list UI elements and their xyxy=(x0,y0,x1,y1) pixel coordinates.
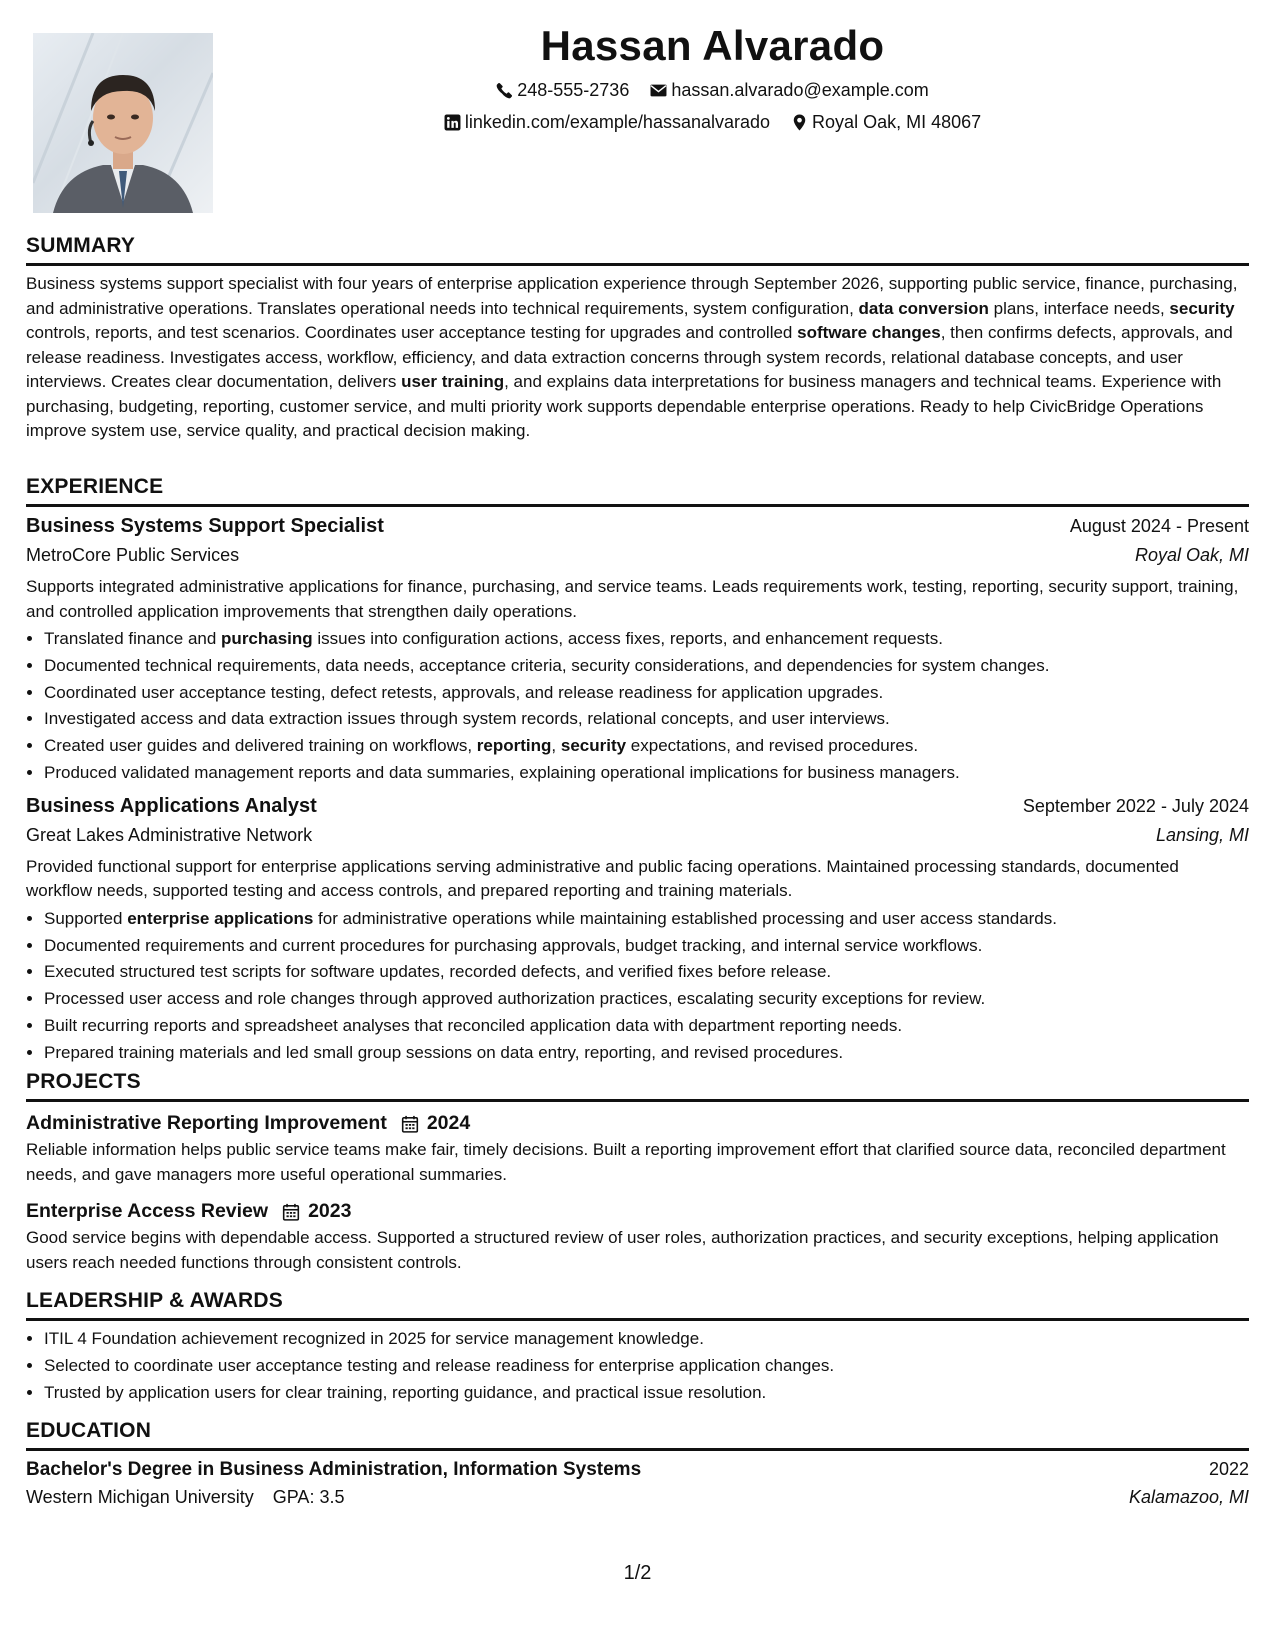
summary-text: Business systems support specialist with four years of enterprise application experience through September 2026, supporting public service, finance, purchasing, and administrative operations. Translates operational needs into technical requirements, system configuration, data conversion plans, interface needs, security controls, reports, and test scenarios. Coordinates user acceptance testing for upgrades and controlled software changes, then confirms defects, approvals, and release readiness. Investigates access, workflow, efficiency, and data extraction concerns through system records, relational database concepts, and user interviews. Creates clear documentation, delivers user training, and explains data interpretations for business managers and technical teams. Experience with purchasing, budgeting, reporting, customer service, and multi priority work supports dependable enterprise operations. Ready to help CivicBridge Operations improve system use, service quality, and practical decision making. xyxy=(26,274,1238,440)
project-name: Administrative Reporting Improvement xyxy=(26,1112,387,1134)
profile-photo xyxy=(33,33,213,213)
bullet-item: • Documented technical requirements, data needs, acceptance criteria, security considerations, and dependencies for system changes. xyxy=(44,653,1249,680)
job-title: Business Systems Support Specialist xyxy=(26,515,384,537)
bullet-item: • Produced validated management reports and data summaries, explaining operational implications for business managers. xyxy=(44,760,1249,787)
project-description: Good service begins with dependable access. Supported a structured review of user roles, authorization practices, and security exceptions, helping application users reach needed functions through consistent controls. xyxy=(26,1228,1219,1272)
bullet-item: • Prepared training materials and led small group sessions on data entry, reporting, and revised procedures. xyxy=(44,1040,1249,1067)
project-entry xyxy=(26,1200,1249,1275)
contact-line-primary xyxy=(230,80,1195,104)
education-section xyxy=(26,1419,1249,1508)
project-entry xyxy=(26,1112,1249,1187)
emphasis-text: data conversion xyxy=(858,298,989,318)
leadership-section xyxy=(26,1289,1249,1406)
emphasis-text: security xyxy=(1169,298,1235,318)
bullet-item: • Created user guides and delivered training on workflows, reporting, security expectations, and revised procedures. xyxy=(44,733,1249,760)
emphasis-text: reporting xyxy=(476,736,552,756)
email-contact[interactable] xyxy=(650,80,928,101)
leadership-item: • Trusted by application users for clear training, reporting guidance, and practical issue resolution. xyxy=(44,1380,1249,1407)
bullet-item: • Coordinated user acceptance testing, defect retests, approvals, and release readiness for application upgrades. xyxy=(44,680,1249,707)
education-degree: Bachelor's Degree in Business Administration, Information Systems xyxy=(26,1459,642,1480)
leadership-item: • Selected to coordinate user acceptance testing and release readiness for enterprise application changes. xyxy=(44,1353,1249,1380)
phone-number: 248-555-2736 xyxy=(517,80,630,100)
page-number: 1/2 xyxy=(623,1562,652,1584)
bullet-item: • Processed user access and role changes through approved authorization practices, escalating security exceptions for review. xyxy=(44,986,1249,1013)
experience-section xyxy=(26,475,1249,1067)
project-year: 2024 xyxy=(426,1112,471,1134)
linkedin-icon xyxy=(444,114,461,131)
summary-heading: SUMMARY xyxy=(26,234,1249,266)
calendar-icon xyxy=(282,1203,300,1221)
bullet-item: • Built recurring reports and spreadsheet analyses that reconciled application data with department reporting needs. xyxy=(44,1013,1249,1040)
emphasis-text: security xyxy=(560,736,627,756)
calendar-icon xyxy=(401,1115,419,1133)
bullet-item: • Supported enterprise applications for administrative operations while maintaining established processing and user access standards. xyxy=(44,906,1249,933)
phone-contact[interactable] xyxy=(496,80,629,101)
project-name: Enterprise Access Review xyxy=(26,1200,269,1222)
job-entry xyxy=(26,515,1249,787)
job-bullets xyxy=(26,626,1249,787)
bullet-item: • Documented requirements and current procedures for purchasing approvals, budget tracking, and internal service workflows. xyxy=(44,933,1249,960)
emphasis-text: purchasing xyxy=(221,629,313,648)
job-description: Provided functional support for enterprise applications serving administrative and public facing operations. Maintained processing standards, documented workflow needs, supported testing and access controls, and prepared reporting and training materials. xyxy=(26,856,1179,901)
map-pin-icon xyxy=(791,114,808,131)
job-location: Royal Oak, MI xyxy=(1134,545,1249,565)
job-title: Business Applications Analyst xyxy=(26,794,317,817)
job-location: Lansing, MI xyxy=(1155,824,1249,845)
leadership-list xyxy=(26,1326,1249,1406)
bullet-item: • Translated finance and purchasing issues into configuration actions, access fixes, reports, and enhancement requests. xyxy=(44,626,1249,653)
job-dates: September 2022 - July 2024 xyxy=(1022,795,1249,816)
job-bullets xyxy=(26,906,1249,1067)
education-gpa: GPA: 3.5 xyxy=(272,1487,345,1507)
bullet-item: • Investigated access and data extraction issues through system records, relational concepts, and user interviews. xyxy=(44,706,1249,733)
linkedin-url: linkedin.com/example/hassanalvarado xyxy=(464,112,771,132)
emphasis-text: software changes xyxy=(797,323,941,342)
job-description: Supports integrated administrative applications for finance, purchasing, and service teams. Leads requirements work, testing, reporting, security support, training, and controlled application improvements that strengthen daily operations. xyxy=(26,577,1239,621)
envelope-icon xyxy=(650,82,667,99)
leadership-heading: LEADERSHIP & AWARDS xyxy=(26,1289,1249,1321)
projects-heading: PROJECTS xyxy=(26,1070,1249,1102)
education-year: 2022 xyxy=(1208,1459,1249,1479)
summary-section xyxy=(26,234,1249,444)
candidate-name: Hassan Alvarado xyxy=(540,22,885,69)
emphasis-text: user training xyxy=(401,372,505,391)
contact-line-secondary xyxy=(230,112,1195,136)
location-text: Royal Oak, MI 48067 xyxy=(812,112,982,132)
phone-icon xyxy=(496,82,513,99)
project-description: Reliable information helps public service teams make fair, timely decisions. Built a reporting improvement effort that clarified source data, reconciled department needs, and gave managers more useful operational summaries. xyxy=(26,1140,1226,1184)
education-location: Kalamazoo, MI xyxy=(1128,1487,1249,1507)
leadership-item: • ITIL 4 Foundation achievement recognized in 2025 for service management knowledge. xyxy=(44,1326,1249,1353)
location-contact xyxy=(791,112,981,133)
job-organization: Great Lakes Administrative Network xyxy=(26,824,313,845)
job-entry xyxy=(26,795,1249,1067)
email-address: hassan.alvarado@example.com xyxy=(671,80,929,100)
education-school: Western Michigan University xyxy=(26,1487,254,1507)
emphasis-text: enterprise applications xyxy=(127,908,314,928)
linkedin-contact[interactable] xyxy=(444,112,770,133)
bullet-item: • Executed structured test scripts for software updates, recorded defects, and verified fixes before release. xyxy=(44,959,1249,986)
education-heading: EDUCATION xyxy=(26,1419,1249,1451)
projects-section xyxy=(26,1070,1249,1275)
project-year: 2023 xyxy=(308,1200,352,1222)
experience-heading: EXPERIENCE xyxy=(26,475,1249,507)
job-dates: August 2024 - Present xyxy=(1069,516,1249,536)
job-organization: MetroCore Public Services xyxy=(26,545,240,565)
